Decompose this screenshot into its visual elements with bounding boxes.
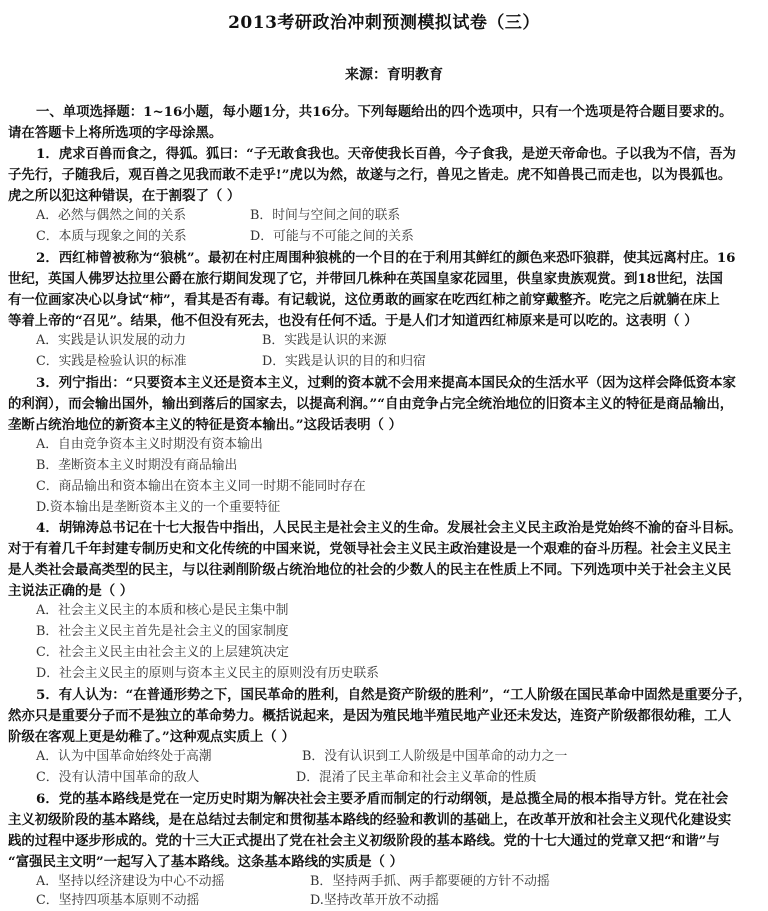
question-5-line-1: 5．有人认为：“在普通形势之下，国民革命的胜利，自然是资产阶级的胜利”，“工人阶级在国民革命中固然是重要分子， (36, 687, 752, 703)
question-3-option-a: A．自由竞争资本主义时期没有资本输出 (36, 437, 263, 452)
question-2-option-d: D．实践是认识的目的和归宿 (262, 354, 426, 369)
question-3-line-2: 的利润），而会输出国外，输出到落后的国家去，以提高利润。”“自由竞争占完全统治地位的旧资本主义的特征是商品输出， (8, 396, 734, 412)
question-4-line-3: 是人类社会最高类型的民主，与以往剥削阶级占统治地位的社会的少数人的民主在性质上不同。下列选项中关于社会主义民 (8, 562, 732, 578)
question-6-line-1: 6．党的基本路线是党在一定历史时期为解决社会主要矛盾而制定的行动纲领，是总揽全局的根本指导方针。党在社会 (36, 791, 729, 807)
question-5-option-c: C．没有认清中国革命的敌人 (36, 770, 200, 785)
question-1-option-c: C．本质与现象之间的关系 (36, 229, 187, 244)
question-2-line-1: 2．西红柿曾被称为“狼桃”。最初在村庄周围种狼桃的一个目的在于利用其鲜红的颜色来恐吓狼群，使其远离村庄。16 (36, 250, 736, 266)
question-3-option-d: D.资本输出是垄断资本主义的一个重要特征 (36, 500, 281, 515)
question-4-line-2: 对于有着几千年封建专制历史和文化传统的中国来说，党领导社会主义民主政治建设是一个艰难的奋斗历程。社会主义民主 (8, 541, 732, 557)
question-1-option-a: A．必然与偶然之间的关系 (36, 208, 187, 223)
question-5-option-b: B．没有认识到工人阶级是中国革命的动力之一 (302, 749, 568, 764)
question-4-option-d: D．社会主义民主的原则与资本主义民主的原则没有历史联系 (36, 666, 379, 681)
question-2-option-a: A．实践是认识发展的动力 (36, 333, 187, 348)
question-3-option-b: B．垄断资本主义时期没有商品输出 (36, 458, 238, 473)
question-6-option-b: B．坚持两手抓、两手都要硬的方针不动摇 (310, 874, 550, 889)
source-line: 来源：育明教育 (345, 67, 443, 83)
question-1-line-2: 子先行，子随我后，观百兽之见我而敢不走乎!”虎以为然，故遂与之行，兽见之皆走。虎不知兽畏己而走也，以为畏狐也。 (8, 167, 732, 183)
question-3-option-c: C．商品输出和资本输出在资本主义同一时期不能同时存在 (36, 479, 366, 494)
question-6-line-4: “富强民主文明”一起写入了基本路线。这条基本路线的实质是（ ） (8, 854, 404, 870)
question-2-option-b: B．实践是认识的来源 (262, 333, 387, 348)
section-heading-line-2: 请在答题卡上将所选项的字母涂黑。 (8, 125, 223, 141)
question-2-line-4: 等着上帝的“召见”。结果，他不但没有死去，也没有任何不适。于是人们才知道西红柿原来是可以吃的。这表明（ ） (8, 313, 698, 329)
question-6-line-3: 践的过程中逐步形成的。党的十三大正式提出了党在社会主义初级阶段的基本路线。党的十七大通过的党章又把“和谐”与 (8, 833, 720, 849)
question-4-line-4: 主说法正确的是（ ） (8, 583, 134, 599)
question-3-line-3: 垄断占统治地位的新资本主义的特征是资本输出。”这段话表明（ ） (8, 417, 402, 433)
section-heading-line-1: 一、单项选择题：1~16小题，每小题1分，共16分。下列每题给出的四个选项中，只有一个选项是符合题目要求的。 (36, 104, 733, 120)
question-5-option-d: D．混淆了民主革命和社会主义革命的性质 (296, 770, 537, 785)
question-1-option-d: D．可能与不可能之间的关系 (250, 229, 414, 244)
question-4-option-a: A．社会主义民主的本质和核心是民主集中制 (36, 603, 289, 618)
question-4-line-1: 4．胡锦涛总书记在十七大报告中指出，人民民主是社会主义的生命。发展社会主义民主政治是党始终不渝的奋斗目标。 (36, 520, 742, 536)
question-2-line-3: 有一位画家决心以身试“柿”，看其是否有毒。有记载说，这位勇敢的画家在吃西红柿之前穿戴整齐。吃完之后就躺在床上 (8, 292, 720, 308)
question-1-line-3: 虎之所以犯这种错误，在于割裂了（ ） (8, 188, 241, 204)
question-4-option-c: C．社会主义民主由社会主义的上层建筑决定 (36, 645, 289, 660)
question-5-line-3: 阶级在客观上更是幼稚了。”这种观点实质上（ ） (8, 729, 295, 745)
question-4-option-b: B．社会主义民主首先是社会主义的国家制度 (36, 624, 289, 639)
question-6-option-d: D.坚持改革开放不动摇 (310, 893, 440, 908)
question-1-option-b: B．时间与空间之间的联系 (250, 208, 401, 223)
question-5-line-2: 然亦只是重要分子而不是独立的革命势力。概括说起来，是因为殖民地半殖民地产业还未发达，连资产阶级都很幼稚，工人 (8, 708, 732, 724)
question-3-line-1: 3．列宁指出：“只要资本主义还是资本主义，过剩的资本就不会用来提高本国民众的生活水平（因为这样会降低资本家 (36, 375, 736, 391)
question-2-option-c: C．实践是检验认识的标准 (36, 354, 187, 369)
question-6-option-c: C．坚持四项基本原则不动摇 (36, 893, 200, 908)
question-6-option-a: A．坚持以经济建设为中心不动摇 (36, 874, 225, 889)
page-title: 2013考研政治冲刺预测模拟试卷（三） (228, 13, 540, 33)
question-2-line-2: 世纪，英国人佛罗达拉里公爵在旅行期间发现了它，并带回几株种在英国皇家花园里，供皇家贵族观赏。到18世纪，法国 (8, 271, 723, 287)
question-1-line-1: 1．虎求百兽而食之，得狐。狐曰：“子无敢食我也。天帝使我长百兽，今子食我，是逆天帝命也。子以我为不信，吾为 (36, 146, 736, 162)
question-6-line-2: 主义初级阶段的基本路线，是在总结过去制定和贯彻基本路线的经验和教训的基础上，在改革开放和社会主义现代化建设实 (8, 812, 732, 828)
question-5-option-a: A．认为中国革命始终处于高潮 (36, 749, 212, 764)
